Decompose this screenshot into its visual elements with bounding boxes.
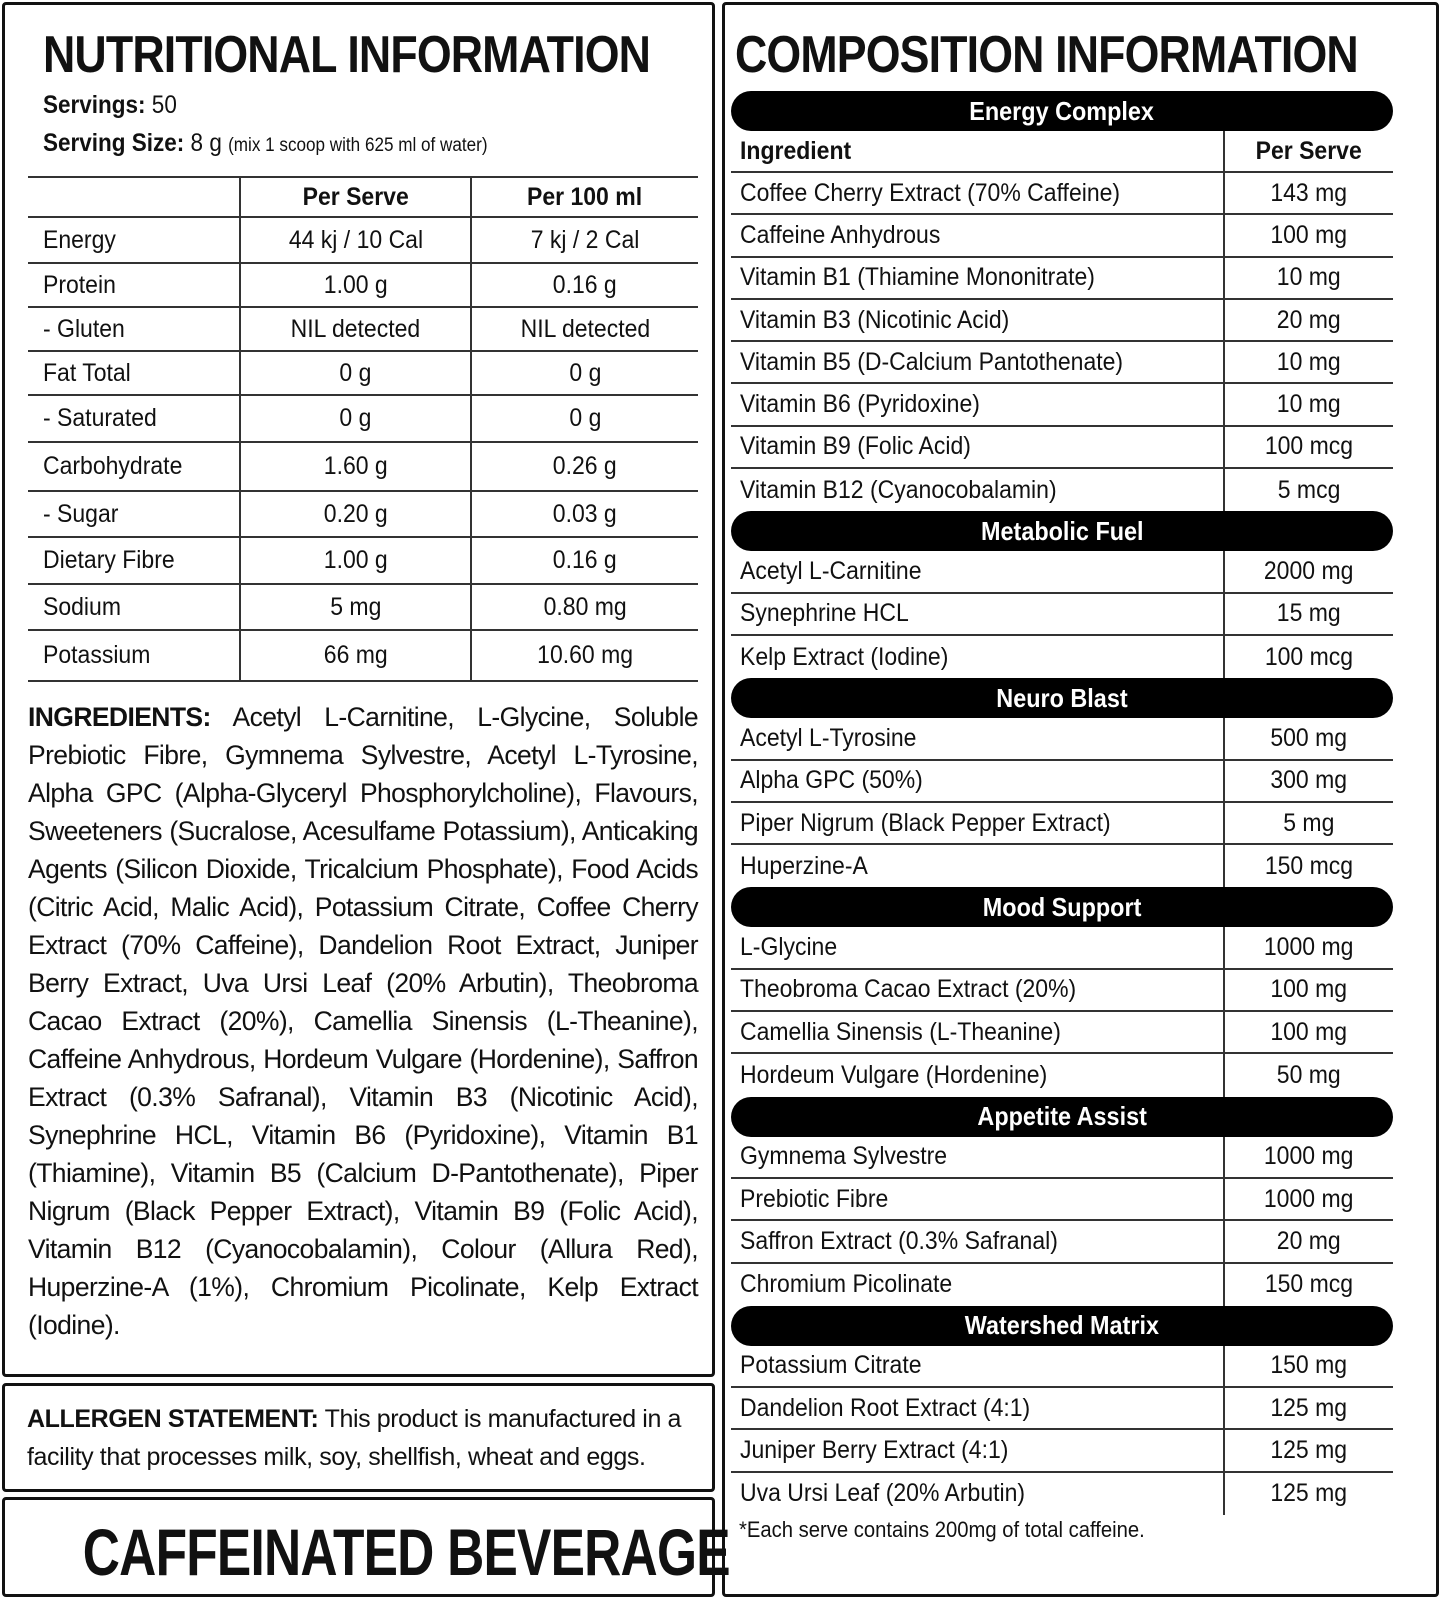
ingredient-amount: 300 mg <box>1270 766 1348 795</box>
servings-label: Servings: <box>43 91 146 119</box>
nutrition-row <box>28 492 698 538</box>
composition-cell <box>1223 845 1393 887</box>
composition-cell <box>1223 1473 1393 1515</box>
composition-title: COMPOSITION INFORMATION <box>735 26 1358 84</box>
composition-cell <box>1223 258 1393 298</box>
composition-cell <box>731 1388 1223 1428</box>
per-serve-value: NIL detected <box>290 314 421 343</box>
composition-cell <box>731 927 1223 967</box>
composition-header-row <box>731 131 1393 173</box>
nutrition-row <box>28 308 698 352</box>
composition-cell <box>1223 1346 1393 1386</box>
composition-cell <box>1223 594 1393 634</box>
composition-row <box>731 300 1393 342</box>
section-rows <box>731 718 1393 887</box>
beverage-panel <box>2 1497 730 1597</box>
composition-row <box>731 1054 1393 1096</box>
ingredient-name: Potassium Citrate <box>740 1351 922 1380</box>
nutrition-cell <box>28 308 239 350</box>
per-100ml-value: 0.80 mg <box>543 592 627 621</box>
composition-row <box>731 384 1393 426</box>
composition-cell <box>731 1137 1223 1177</box>
composition-row <box>731 469 1393 511</box>
nutrition-title: NUTRITIONAL INFORMATION <box>43 26 651 84</box>
ingredient-amount: 1000 mg <box>1264 933 1354 962</box>
section-header <box>731 91 1393 131</box>
nutrition-cell <box>28 538 239 583</box>
ingredient-amount: 125 mg <box>1270 1436 1348 1465</box>
nutrition-cell <box>239 631 470 680</box>
allergen-label: ALLERGEN STATEMENT: <box>27 1405 319 1433</box>
per-100ml-value: 0 g <box>569 404 601 432</box>
composition-cell <box>1223 1264 1393 1306</box>
nutrition-panel <box>2 2 715 1377</box>
nutrition-cell <box>470 308 698 350</box>
section-header <box>731 678 1393 718</box>
composition-cell <box>731 845 1223 887</box>
composition-cell <box>731 761 1223 801</box>
composition-panel <box>722 2 1439 1597</box>
ingredient-header: Ingredient <box>740 136 852 165</box>
section-name: Energy Complex <box>969 95 1155 126</box>
section-header <box>731 511 1393 551</box>
nutrition-cell <box>470 352 698 394</box>
ingredient-amount: 150 mcg <box>1264 851 1354 880</box>
ingredient-name: Camellia Sinensis (L-Theanine) <box>740 1017 1061 1046</box>
nutrition-row <box>28 352 698 396</box>
ingredient-amount: 15 mg <box>1277 599 1341 628</box>
composition-cell <box>1223 342 1393 382</box>
per-100ml-value: 0.16 g <box>553 546 617 574</box>
composition-cell <box>1223 970 1393 1010</box>
per-serve-value: 1.60 g <box>323 452 388 480</box>
section-name: Watershed Matrix <box>964 1310 1160 1341</box>
per-100ml-value: 0.03 g <box>553 499 617 528</box>
nutrition-row <box>28 264 698 308</box>
ingredient-name: Piper Nigrum (Black Pepper Extract) <box>740 808 1111 837</box>
nutrition-cell <box>239 308 470 350</box>
ingredient-name: Huperzine-A <box>740 851 868 880</box>
ingredient-name: Saffron Extract (0.3% Safranal) <box>740 1226 1058 1255</box>
nutrient-name: Carbohydrate <box>43 452 183 480</box>
composition-row <box>731 970 1393 1012</box>
ingredient-amount: 143 mg <box>1270 178 1348 207</box>
ingredient-amount: 100 mg <box>1270 1017 1348 1046</box>
serving-size-value: 8 g <box>190 129 222 157</box>
ingredient-amount: 10 mg <box>1277 347 1341 376</box>
composition-row <box>731 1346 1393 1388</box>
composition-cell <box>731 427 1223 467</box>
composition-cell <box>731 1221 1223 1261</box>
composition-cell <box>1223 131 1393 171</box>
per-serve-header: Per Serve <box>1255 136 1363 165</box>
serving-size-line <box>43 129 488 158</box>
section-rows <box>731 1137 1393 1306</box>
composition-row <box>731 1137 1393 1179</box>
composition-table <box>731 91 1393 1515</box>
section-header <box>731 887 1393 927</box>
ingredient-name: Vitamin B12 (Cyanocobalamin) <box>740 475 1057 504</box>
nutrition-row <box>28 396 698 443</box>
nutrition-row <box>28 538 698 585</box>
composition-row <box>731 718 1393 760</box>
nutrition-cell <box>239 396 470 441</box>
ingredient-amount: 150 mcg <box>1264 1270 1354 1299</box>
composition-cell <box>731 803 1223 843</box>
composition-cell <box>1223 1221 1393 1261</box>
caffeine-footnote: *Each serve contains 200mg of total caffeine. <box>739 1517 1145 1542</box>
composition-cell <box>731 594 1223 634</box>
composition-row <box>731 1221 1393 1263</box>
composition-row <box>731 636 1393 678</box>
ingredient-name: Vitamin B6 (Pyridoxine) <box>740 390 980 419</box>
section-header <box>731 1097 1393 1137</box>
nutrition-cell <box>470 538 698 583</box>
composition-cell <box>731 173 1223 213</box>
nutrition-cell <box>470 492 698 536</box>
ingredient-name: Uva Ursi Leaf (20% Arbutin) <box>740 1479 1026 1508</box>
nutrition-row <box>28 631 698 682</box>
composition-cell <box>1223 300 1393 340</box>
composition-cell <box>1223 384 1393 424</box>
servings-value: 50 <box>151 91 177 119</box>
serving-size-note: (mix 1 scoop with 625 ml of water) <box>228 135 488 156</box>
nutrition-cell <box>470 218 698 262</box>
composition-cell <box>1223 927 1393 967</box>
per-100ml-value: NIL detected <box>520 314 650 343</box>
nutrition-cell <box>28 396 239 441</box>
composition-row <box>731 594 1393 636</box>
composition-cell <box>731 1012 1223 1052</box>
composition-cell <box>1223 1054 1393 1096</box>
per-serve-value: 66 mg <box>323 641 388 669</box>
per-serve-value: 5 mg <box>329 592 382 621</box>
composition-cell <box>1223 469 1393 511</box>
per-serve-value: 1.00 g <box>323 270 388 299</box>
composition-cell <box>731 469 1223 511</box>
composition-row <box>731 215 1393 257</box>
composition-cell <box>731 1264 1223 1306</box>
composition-cell <box>731 342 1223 382</box>
composition-cell <box>1223 803 1393 843</box>
nutrition-cell <box>28 631 239 680</box>
ingredient-amount: 2000 mg <box>1264 557 1354 586</box>
nutrition-row <box>28 443 698 492</box>
nutrition-cell <box>28 492 239 536</box>
composition-cell <box>731 258 1223 298</box>
nutrition-cell <box>239 492 470 536</box>
composition-cell <box>1223 761 1393 801</box>
composition-row <box>731 427 1393 469</box>
ingredient-name: Kelp Extract (Iodine) <box>740 642 949 671</box>
ingredient-name: Vitamin B3 (Nicotinic Acid) <box>740 305 1010 334</box>
nutrition-cell <box>28 218 239 262</box>
composition-cell <box>731 970 1223 1010</box>
section-rows <box>731 927 1393 1096</box>
ingredient-name: L-Glycine <box>740 933 838 962</box>
composition-cell <box>731 1054 1223 1096</box>
composition-cell <box>731 300 1223 340</box>
nutrient-name: Protein <box>43 270 116 299</box>
composition-row <box>731 1012 1393 1054</box>
ingredient-name: Prebiotic Fibre <box>740 1184 889 1213</box>
composition-row <box>731 803 1393 845</box>
per-serve-value: 44 kj / 10 Cal <box>288 225 423 254</box>
composition-row <box>731 845 1393 887</box>
section-rows <box>731 551 1393 678</box>
ingredient-name: Vitamin B1 (Thiamine Mononitrate) <box>740 263 1095 292</box>
composition-cell <box>1223 551 1393 591</box>
composition-row <box>731 1430 1393 1472</box>
nutrition-cell <box>28 178 239 216</box>
nutrition-cell <box>28 443 239 490</box>
per-100ml-value: Per 100 ml <box>527 182 643 211</box>
ingredient-name: Theobroma Cacao Extract (20%) <box>740 975 1077 1004</box>
composition-row <box>731 551 1393 593</box>
per-100ml-value: 10.60 mg <box>537 641 633 669</box>
composition-cell <box>1223 1430 1393 1470</box>
composition-cell <box>1223 1179 1393 1219</box>
section-header <box>731 1306 1393 1346</box>
composition-row <box>731 1264 1393 1306</box>
ingredient-name: Synephrine HCL <box>740 599 909 628</box>
nutrition-cell <box>470 178 698 216</box>
nutrition-cell <box>239 218 470 262</box>
nutrition-cell <box>470 443 698 490</box>
per-serve-value: 1.00 g <box>323 546 388 574</box>
composition-row <box>731 342 1393 384</box>
per-100ml-value: 0.26 g <box>553 452 617 480</box>
composition-cell <box>1223 215 1393 255</box>
composition-row <box>731 1179 1393 1221</box>
nutrition-cell <box>470 631 698 680</box>
ingredient-amount: 125 mg <box>1270 1393 1348 1422</box>
nutrient-name: - Sugar <box>43 499 119 528</box>
nutrition-cell <box>239 538 470 583</box>
composition-row <box>731 258 1393 300</box>
ingredient-amount: 20 mg <box>1277 1226 1341 1255</box>
nutrition-cell <box>470 396 698 441</box>
ingredient-amount: 150 mg <box>1270 1351 1348 1380</box>
nutrition-row <box>28 585 698 631</box>
composition-row <box>731 761 1393 803</box>
nutrition-cell <box>239 352 470 394</box>
ingredient-amount: 50 mg <box>1277 1060 1341 1089</box>
composition-cell <box>731 718 1223 758</box>
nutrition-cell <box>28 264 239 306</box>
ingredient-name: Acetyl L-Carnitine <box>740 557 922 586</box>
nutrition-cell <box>239 443 470 490</box>
nutrient-name: Energy <box>43 225 116 254</box>
composition-row <box>731 173 1393 215</box>
ingredient-amount: 10 mg <box>1277 263 1341 292</box>
ingredient-amount: 5 mg <box>1283 808 1335 837</box>
ingredients-label: INGREDIENTS: <box>28 702 211 732</box>
nutrient-name: - Gluten <box>43 314 125 343</box>
composition-cell <box>1223 718 1393 758</box>
nutrition-header-row <box>28 176 698 218</box>
composition-cell <box>731 384 1223 424</box>
section-rows <box>731 1346 1393 1515</box>
nutrient-name: Dietary Fibre <box>43 546 175 574</box>
nutrition-cell <box>239 264 470 306</box>
ingredient-name: Dandelion Root Extract (4:1) <box>740 1393 1031 1422</box>
allergen-panel <box>2 1383 715 1492</box>
nutrition-cell <box>239 585 470 629</box>
ingredient-name: Alpha GPC (50%) <box>740 766 923 795</box>
nutrition-cell <box>28 352 239 394</box>
nutrition-cell <box>239 178 470 216</box>
ingredient-amount: 500 mg <box>1270 723 1348 752</box>
ingredients-paragraph <box>28 698 698 1344</box>
nutrition-row <box>28 218 698 264</box>
per-100ml-value: 7 kj / 2 Cal <box>530 225 640 254</box>
ingredient-amount: 100 mcg <box>1264 432 1354 461</box>
composition-cell <box>731 636 1223 678</box>
per-serve-value: Per Serve <box>302 182 409 211</box>
ingredient-amount: 100 mg <box>1270 975 1348 1004</box>
per-serve-value: 0.20 g <box>323 499 388 528</box>
section-name: Mood Support <box>982 891 1142 922</box>
composition-cell <box>731 1473 1223 1515</box>
ingredient-name: Gymnema Sylvestre <box>740 1142 948 1171</box>
per-100ml-value: 0.16 g <box>553 270 617 299</box>
composition-cell <box>731 1179 1223 1219</box>
allergen-statement <box>27 1400 697 1476</box>
composition-cell <box>731 551 1223 591</box>
section-rows <box>731 173 1393 511</box>
ingredient-amount: 10 mg <box>1277 390 1341 419</box>
allergen-text: This product is manufactured in a facility that processes milk, soy, shellfish, wheat and eggs. <box>27 1405 682 1471</box>
nutrition-cell <box>470 264 698 306</box>
nutrition-cell <box>28 585 239 629</box>
per-100ml-value: 0 g <box>569 358 601 387</box>
nutrient-name: Potassium <box>43 641 151 669</box>
ingredient-name: Vitamin B5 (D-Calcium Pantothenate) <box>740 347 1124 376</box>
ingredient-amount: 1000 mg <box>1264 1142 1354 1171</box>
ingredient-amount: 100 mcg <box>1264 642 1354 671</box>
ingredient-name: Coffee Cherry Extract (70% Caffeine) <box>740 178 1121 207</box>
per-serve-value: 0 g <box>339 358 372 387</box>
section-name: Metabolic Fuel <box>980 515 1144 546</box>
nutrient-name: Sodium <box>43 592 121 621</box>
ingredient-name: Acetyl L-Tyrosine <box>740 723 917 752</box>
nutrition-cell <box>470 585 698 629</box>
nutrient-name: Fat Total <box>43 358 131 387</box>
servings-line <box>43 91 177 120</box>
composition-row <box>731 1388 1393 1430</box>
ingredient-amount: 5 mcg <box>1277 475 1341 504</box>
composition-cell <box>1223 1137 1393 1177</box>
composition-row <box>731 927 1393 969</box>
ingredient-name: Vitamin B9 (Folic Acid) <box>740 432 971 461</box>
composition-cell <box>731 1346 1223 1386</box>
per-serve-value: 0 g <box>339 404 372 432</box>
ingredient-name: Chromium Picolinate <box>740 1270 953 1299</box>
composition-cell <box>731 1430 1223 1470</box>
section-name: Neuro Blast <box>996 682 1128 713</box>
composition-cell <box>731 215 1223 255</box>
ingredient-amount: 20 mg <box>1277 305 1341 334</box>
composition-cell <box>1223 173 1393 213</box>
ingredient-name: Juniper Berry Extract (4:1) <box>740 1436 1009 1465</box>
composition-cell <box>1223 427 1393 467</box>
composition-cell <box>1223 1012 1393 1052</box>
ingredient-amount: 100 mg <box>1270 220 1348 249</box>
composition-cell <box>731 131 1223 171</box>
ingredient-amount: 1000 mg <box>1264 1184 1354 1213</box>
composition-cell <box>1223 636 1393 678</box>
section-name: Appetite Assist <box>977 1101 1147 1132</box>
nutrient-name: - Saturated <box>43 404 157 432</box>
ingredient-amount: 125 mg <box>1270 1479 1348 1508</box>
ingredients-text: Acetyl L-Carnitine, L-Glycine, Soluble Prebiotic Fibre, Gymnema Sylvestre, Acetyl L-Tyrosine, Alpha GPC (Alpha-Glyceryl Phosphorylcholine), Flavours, Sweeteners (Sucralose, Acesulfame Potassium), Anticaking Agents (Silicon Dioxide, Tricalcium Phosphate), Food Acids (Citric Acid, Malic Acid), Potassium Citrate, Coffee Cherry Extract (70% Caffeine), Dandelion Root Extract, Juniper Berry Extract, Uva Ursi Leaf (20% Arbutin), Theobroma Cacao Extract (20%), Camellia Sinensis (L-Theanine), Caffeine Anhydrous, Hordeum Vulgare (Hordenine), Saffron Extract (0.3% Safranal), Vitamin B3 (Nicotinic Acid), Synephrine HCL, Vitamin B6 (Pyridoxine), Vitamin B1 (Thiamine), Vitamin B5 (Calcium D-Pantothenate), Piper Nigrum (Black Pepper Extract), Vitamin B9 (Folic Acid), Vitamin B12 (Cyanocobalamin), Colour (Allura Red), Huperzine-A (1%), Chromium Picolinate, Kelp Extract (Iodine). <box>28 702 698 1340</box>
serving-size-label: Serving Size: <box>43 129 185 157</box>
ingredient-name: Hordeum Vulgare (Hordenine) <box>740 1060 1048 1089</box>
composition-row <box>731 1473 1393 1515</box>
composition-cell <box>1223 1388 1393 1428</box>
nutrition-table <box>28 176 698 682</box>
ingredient-name: Caffeine Anhydrous <box>740 220 941 249</box>
beverage-label: CAFFEINATED BEVERAGE <box>82 1515 730 1589</box>
